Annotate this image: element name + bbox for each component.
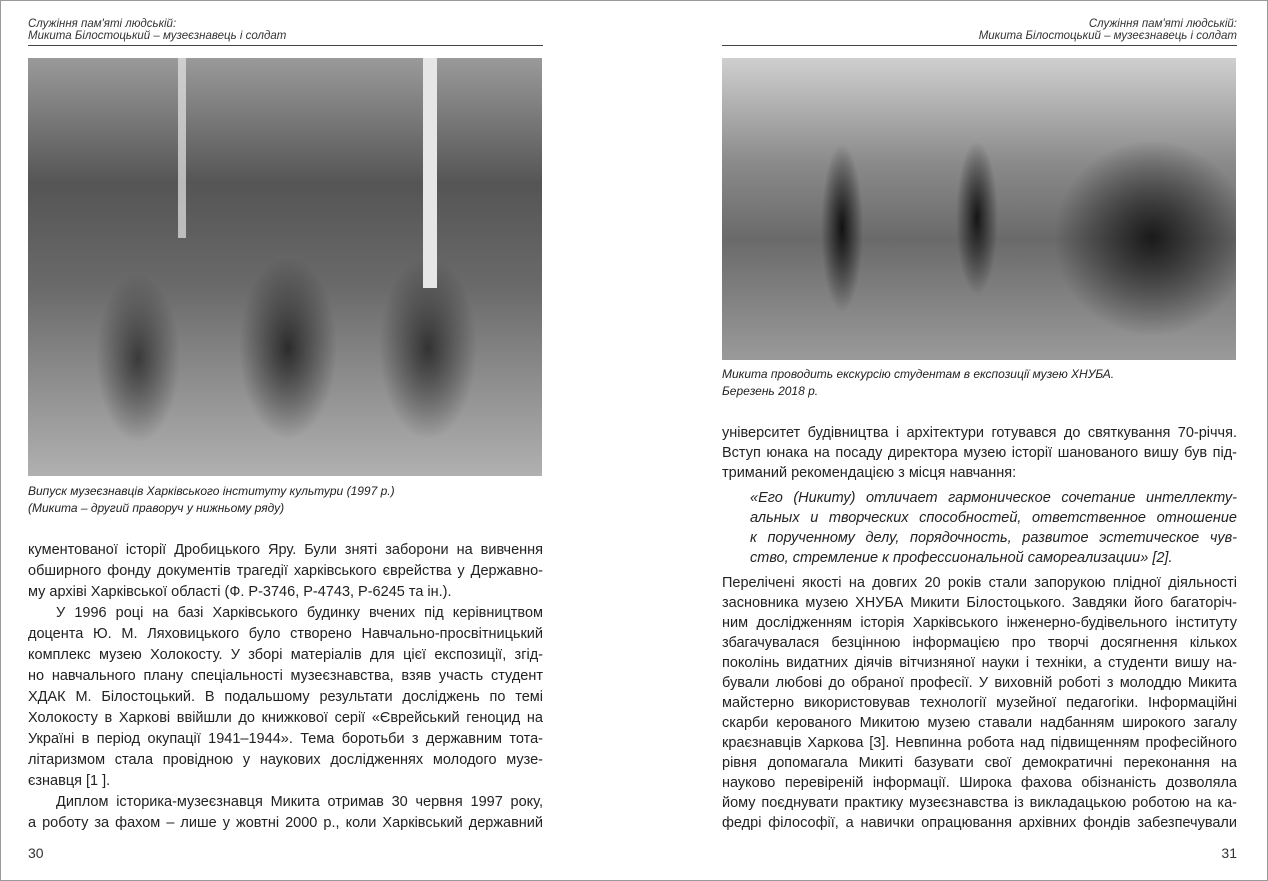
text-line: Перелічені якості на довгих 20 років стали запорукою плідної діяльності (722, 575, 1237, 591)
text-line: У 1996 році на базі Харківського будинку вчених під керівництвом (56, 605, 543, 621)
text-line: обширного фонду документів трагедії харківського єврейства у Державно- (28, 563, 543, 579)
photo-caption (722, 366, 1114, 400)
text-line: комплекс музею Холокосту. У зборі матеріалів для цієї експозиції, згід- (28, 647, 543, 663)
text-line: му архіві Харківської області (Ф. Р-3746, Р-4743, Р-6245 та ін.). (28, 584, 452, 600)
header-rule (28, 45, 543, 46)
text-line: Україні в період окупації 1941–1944». Тема боротьби з державним тота- (28, 731, 543, 747)
text-line: кументованої історії Дробицького Яру. Були зняті заборони на вивчення (28, 542, 543, 558)
body-text (722, 423, 1237, 833)
text-line: доцента Ю. М. Ляховицького було створено Навчально-просвітницький (28, 626, 543, 642)
page-number: 30 (28, 845, 44, 861)
text-line: університет будівництва і архітектури готувався до святкування 70-річчя. (722, 425, 1237, 441)
text-line: а роботу за фахом – лише у жовтні 2000 р., коли Харківський державний (28, 815, 543, 831)
text-line: літаризмом стала провідною у наукових дослідженнях молодого музе- (28, 752, 543, 768)
header-rule (722, 45, 1237, 46)
museum-excursion-photo (722, 58, 1236, 360)
quote-line: альных и творческих способностей, ответственное отношение (750, 510, 1237, 526)
text-line: засновника музею ХНУБА Микити Білостоцького. Завдяки його багаторіч- (722, 595, 1237, 611)
running-header (722, 18, 1237, 42)
caption-line: (Микита – другий праворуч у нижньому ряду) (28, 501, 285, 515)
graduates-group-photo (28, 58, 542, 476)
text-line: збагачувалася безцінною інформацією про творчі досягнення кількох (722, 635, 1237, 651)
text-line: триманий рекомендацією з місця навчання: (722, 465, 1017, 481)
text-line: но навчального плану спеціальності музеєзнавства, взяв участь студент (28, 668, 543, 684)
text-line: бували любові до обраної професії. У виховній роботі з молоддю Микита (722, 675, 1237, 691)
header-line-1: Служіння пам'яті людській: (1088, 18, 1237, 30)
caption-line: Випуск музеєзнавців Харківського інституту культури (1997 р.) (28, 484, 395, 498)
text-line: Холокосту в Харкові ввійшли до книжкової серії «Єврейський геноцид на (28, 710, 543, 726)
right-page (634, 0, 1268, 881)
text-line: йому поєднувати практику музеєзнавства із викладацькою роботою на ка- (722, 795, 1237, 811)
text-line: ним дослідженням історія Харківського інженерно-будівельного інституту (722, 615, 1237, 631)
body-text (28, 540, 543, 834)
text-line: Диплом історика-музеєзнавця Микита отримав 30 червня 1997 року, (56, 794, 543, 810)
text-line: рівня допомагала Микиті базувати свої демократичні переконання на (722, 755, 1237, 771)
quote-line: «Его (Никиту) отличает гармоническое сочетание интеллекту- (750, 490, 1237, 506)
page-number: 31 (1221, 845, 1237, 861)
text-line: єзнавця [1 ]. (28, 773, 111, 789)
caption-line: Микита проводить екскурсію студентам в експозиції музею ХНУБА. (722, 367, 1115, 381)
text-line: федрі філософії, а навички опрацювання архівних фондів забезпечували (722, 815, 1237, 831)
text-line: майстерно використовував технології музейної педагогіки. Інформаційні (722, 695, 1237, 711)
header-line-2: Микита Білостоцький – музеєзнавець і солдат (978, 30, 1237, 42)
text-line: Вступ юнака на посаду директора музею історії шанованого вишу був під- (722, 445, 1237, 461)
running-header (28, 18, 543, 42)
text-line: скарби керованого Микитою музею ставали надбанням широкого загалу (722, 715, 1237, 731)
caption-line: Березень 2018 р. (722, 384, 819, 398)
header-line-2: Микита Білостоцький – музеєзнавець і солдат (28, 30, 287, 42)
quote-line: ство, стремление к профессиональной самореализации» [2]. (750, 550, 1173, 566)
text-line: ХДАК М. Білостоцький. В подальшому результати досліджень по темі (28, 689, 543, 705)
quote-line: к порученному делу, порядочность, развитое эстетическое чув- (750, 530, 1237, 546)
photo-caption (28, 483, 395, 517)
text-line: поколінь видатних діячів вітчизняної науки і техніки, а студенти вишу на- (722, 655, 1237, 671)
header-line-1: Служіння пам'яті людській: (28, 18, 177, 30)
text-line: краєзнавців Харкова [3]. Невпинна робота над підвищенням професійного (722, 735, 1237, 751)
text-line: науково перевіреній інформації. Широка фахова обізнаність дозволяла (722, 775, 1237, 791)
